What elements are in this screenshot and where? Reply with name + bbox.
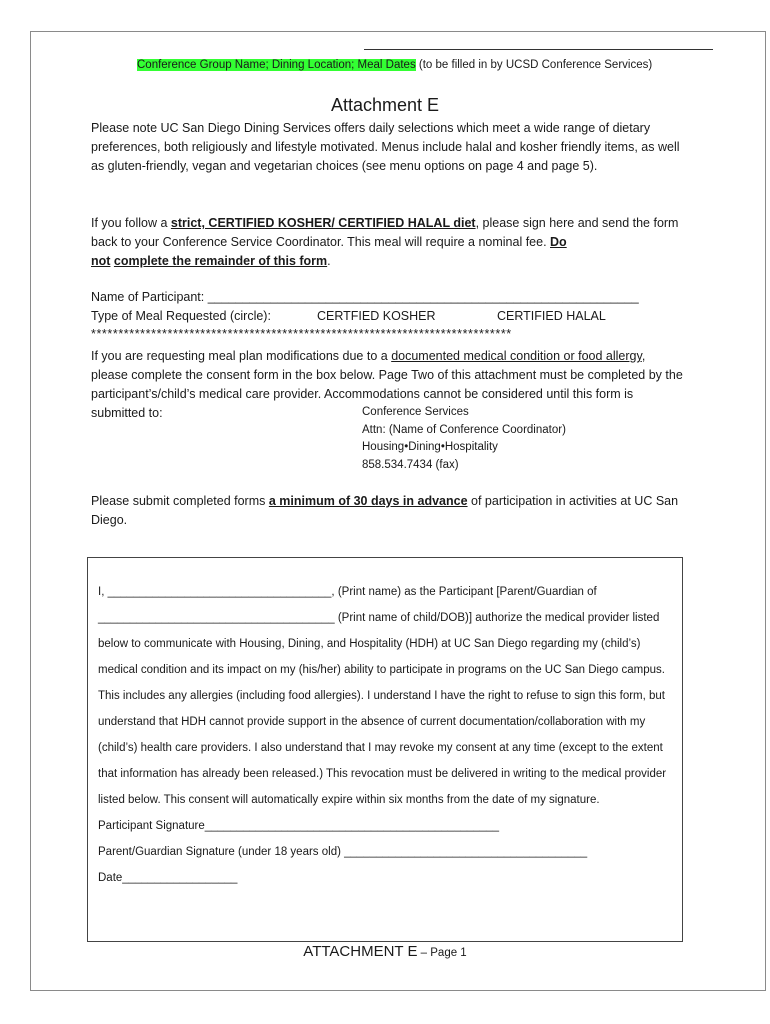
page-footer bbox=[0, 943, 770, 960]
submit-bold: a minimum of 30 days in advance bbox=[268, 494, 468, 508]
submit-post: of participation in activities at UC San Diego. bbox=[91, 494, 679, 527]
option-kosher[interactable]: CERTFIED KOSHER bbox=[317, 309, 436, 323]
strict-complete: complete the remainder of this form bbox=[113, 254, 328, 268]
footer-sub: – Page 1 bbox=[417, 947, 467, 959]
strict-mid: , please sign here and send the form back to your Conference Service Coordinator. This meal will require a nominal fee. bbox=[91, 216, 679, 249]
medical-post: , please complete the consent form in the box below. Page Two of this attachment must be completed by the participant’s/child’s medical care provider. Accommodations cannot be considered until this form is submitted to: bbox=[91, 349, 683, 420]
header-rest: (to be filled in by UCSD Conference Services) bbox=[415, 59, 653, 71]
participant-name-line bbox=[91, 290, 639, 304]
guardian-signature-line[interactable]: Parent/Guardian Signature (under 18 years old) ______________________________________ bbox=[98, 846, 588, 858]
header-note bbox=[137, 59, 652, 71]
submit-paragraph bbox=[91, 492, 683, 530]
consent-text-block bbox=[98, 579, 668, 891]
submit-pre: Please submit completed forms bbox=[91, 494, 269, 508]
medical-pre: If you are requesting meal plan modifications due to a bbox=[91, 349, 392, 363]
header-highlight: Conference Group Name; Dining Location; Meal Dates bbox=[137, 59, 416, 71]
divider-stars: ***************************************************************************** bbox=[91, 327, 512, 341]
strict-bold: strict, CERTIFIED KOSHER/ CERTIFIED HALAL diet bbox=[170, 216, 476, 230]
name-label: Name of Participant: bbox=[91, 290, 208, 304]
strict-pre: If you follow a bbox=[91, 216, 171, 230]
name-blank[interactable]: ______________________________________________________________ bbox=[207, 290, 639, 304]
intro-paragraph: Please note UC San Diego Dining Services offers daily selections which meet a wide range of dietary preferences, both religiously and lifestyle motivated. Menus include halal and kosher friendly items, as well as gluten-friendly, vegan and vegetarian choices (see menu options on page 4 and page 5). bbox=[91, 121, 680, 173]
strict-diet-paragraph bbox=[91, 214, 683, 271]
strict-end: . bbox=[327, 254, 331, 268]
header-rule bbox=[364, 49, 713, 50]
medical-link: documented medical condition or food allergy bbox=[391, 349, 642, 363]
participant-signature-line[interactable]: Participant Signature______________________________________________ bbox=[98, 820, 499, 832]
page-title: Attachment E bbox=[330, 95, 440, 115]
date-line[interactable]: Date__________________ bbox=[98, 872, 238, 884]
option-halal[interactable]: CERTIFIED HALAL bbox=[497, 309, 606, 323]
strict-not: not bbox=[91, 254, 111, 268]
address-block bbox=[362, 404, 566, 474]
address-line-1: Conference Services bbox=[362, 406, 469, 418]
consent-text: I, ___________________________________, (Print name) as the Participant [Parent/Guardian of _____________________________________ (Print name of child/DOB)] authorize the medical provider listed below to communicate with Housing, Dining, and Hospitality (HDH) at UC San Diego regarding my (child’s) medical condition and its impact on my (his/her) ability to participate in programs on the UC San Diego campus. This includes any allergies (including food allergies). I understand I have the right to refuse to sign this form, but understand that HDH cannot provide support in the absence of current documentation/collaboration with my (child’s) health care providers. I also understand that I may revoke my consent at any time (except to the extent that information has already been released.) This revocation must be delivered in writing to the medical provider listed below. This consent will automatically expire within six months from the date of my signature. bbox=[98, 586, 667, 806]
footer-main: ATTACHMENT E bbox=[303, 943, 418, 960]
address-line-3: Housing•Dining•Hospitality bbox=[362, 441, 498, 453]
address-line-2: Attn: (Name of Conference Coordinator) bbox=[362, 423, 566, 436]
address-line-4: 858.534.7434 (fax) bbox=[362, 458, 459, 471]
strict-do: Do bbox=[550, 235, 567, 249]
meal-type-label: Type of Meal Requested (circle): bbox=[91, 309, 271, 323]
